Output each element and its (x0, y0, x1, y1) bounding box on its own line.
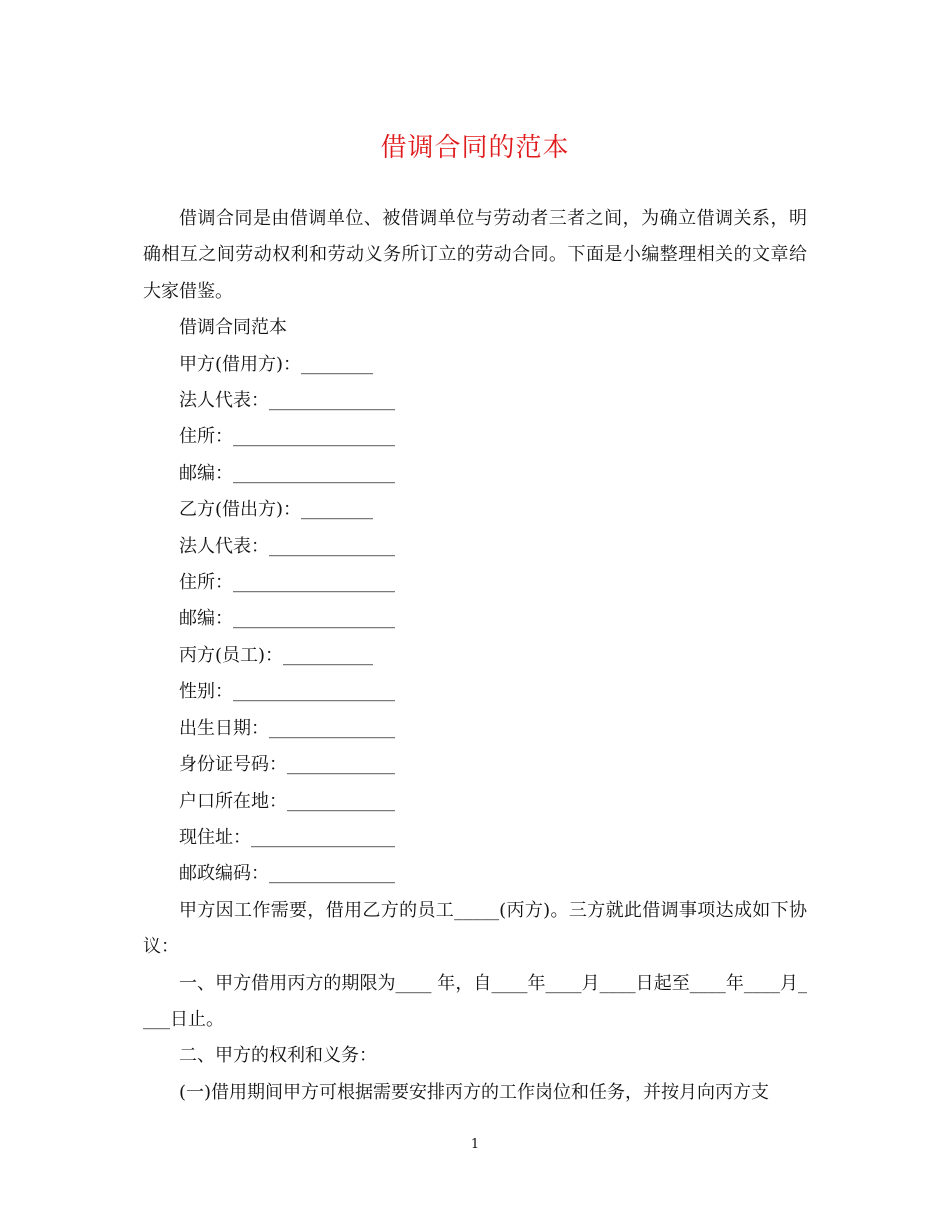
field-party-b-address: 住所：__________________ (179, 572, 395, 594)
field-party-a-legal-rep: 法人代表：______________ (179, 390, 395, 412)
field-gender: 性别：__________________ (179, 681, 395, 703)
field-birth-date: 出生日期：______________ (179, 717, 395, 739)
document-body (143, 201, 807, 1111)
page-number: 1 (470, 1137, 480, 1152)
field-id-number: 身份证号码：____________ (179, 754, 395, 776)
rights-heading: 二、甲方的权利和义务： (179, 1045, 377, 1067)
section-heading: 借调合同范本 (179, 317, 287, 339)
term-paragraph: 一、甲方借用丙方的期限为____ 年，自____年____月____日起至____年____月____日止。 (143, 972, 807, 1030)
field-party-b-postcode: 邮编：__________________ (179, 608, 395, 630)
field-household-register: 户口所在地：____________ (179, 790, 395, 812)
intro-paragraph: 借调合同是由借调单位、被借调单位与劳动者三者之间，为确立借调关系，明确相互之间劳动权利和劳动义务所订立的劳动合同。下面是小编整理相关的文章给大家借鉴。 (143, 208, 807, 302)
agreement-paragraph: 甲方因工作需要，借用乙方的员工_____(丙方)。三方就此借调事项达成如下协议： (143, 899, 807, 958)
field-party-a-address: 住所：__________________ (179, 426, 395, 448)
field-party-c: 丙方(员工)：__________ (179, 644, 374, 666)
field-current-address: 现住址：________________ (179, 826, 395, 848)
field-party-b: 乙方(借出方)：________ (179, 499, 374, 521)
document-title: 借调合同的范本 (380, 133, 570, 163)
field-postal-code: 邮政编码：______________ (179, 863, 395, 885)
field-party-b-legal-rep: 法人代表：______________ (179, 535, 395, 557)
field-party-a-postcode: 邮编：__________________ (179, 462, 395, 484)
rights-paragraph-1: (一)借用期间甲方可根据需要安排丙方的工作岗位和任务，并按月向丙方支 (179, 1081, 770, 1103)
field-party-a: 甲方(借用方)：________ (179, 353, 374, 375)
